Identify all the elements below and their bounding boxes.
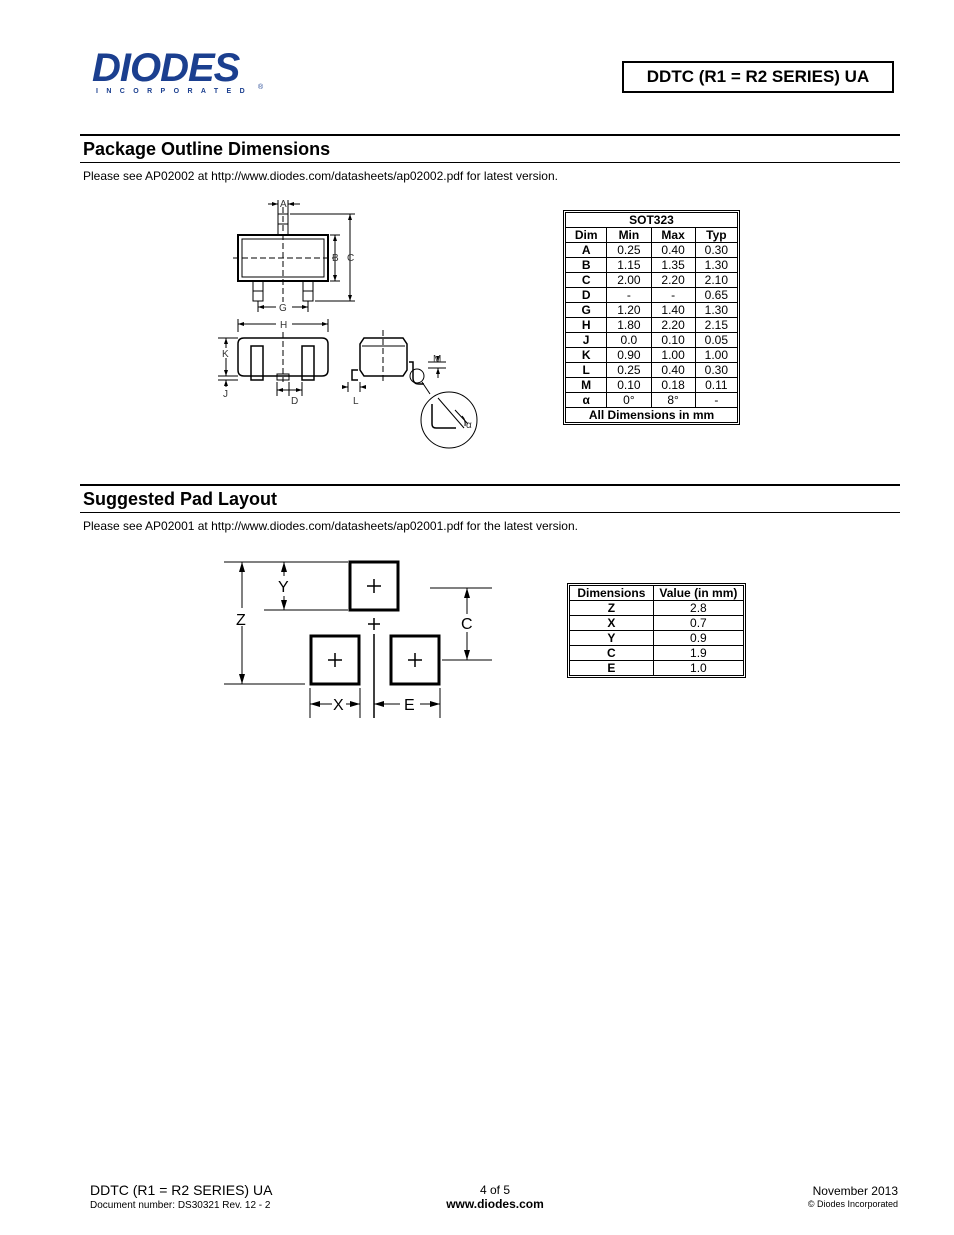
side-view-pin-right (302, 346, 314, 380)
sot323-row (566, 318, 738, 333)
sot323-value-cell: 0.90 (607, 348, 651, 363)
sot323-header: Dim (566, 228, 607, 243)
side-view-pin-left (251, 346, 263, 380)
footer-website[interactable]: www.diodes.com (446, 1197, 544, 1211)
sot323-value-cell: 1.00 (651, 348, 695, 363)
sot323-row (566, 243, 738, 258)
pad-header: Dimensions (570, 586, 654, 601)
sot323-value-cell: - (695, 393, 737, 408)
dim-label-C: C (347, 253, 355, 264)
sot323-value-cell: 0.65 (695, 288, 737, 303)
sot323-value-cell: 0.11 (695, 378, 737, 393)
sot323-value-cell: 1.35 (651, 258, 695, 273)
sot323-value-cell: 1.30 (695, 303, 737, 318)
pad-dim-cell: Y (570, 631, 654, 646)
pad-section-title: Suggested Pad Layout (83, 489, 278, 509)
sot323-value-cell: 1.80 (607, 318, 651, 333)
sot323-table (563, 210, 740, 425)
pad-dimensions-table (567, 583, 746, 678)
sot323-value-cell: 0.30 (695, 243, 737, 258)
dim-label-H: H (280, 320, 288, 331)
sot323-value-cell: 2.20 (651, 273, 695, 288)
part-title-box (622, 61, 894, 93)
sot323-header: Min (607, 228, 651, 243)
sot323-dim-cell: A (566, 243, 607, 258)
pad-label-X: X (333, 697, 344, 714)
sot323-value-cell: 2.20 (651, 318, 695, 333)
sot323-value-cell: 1.40 (651, 303, 695, 318)
dim-label-D: D (291, 396, 299, 407)
sot323-dim-cell: M (566, 378, 607, 393)
sot323-value-cell: 8° (651, 393, 695, 408)
sot323-row (566, 303, 738, 318)
dim-label-G: G (279, 303, 287, 314)
sot323-value-cell: 0.40 (651, 243, 695, 258)
sot323-dim-cell: D (566, 288, 607, 303)
sot323-value-cell: 0.10 (607, 378, 651, 393)
sot323-value-cell: 0.25 (607, 363, 651, 378)
sot323-dim-cell: G (566, 303, 607, 318)
dim-label-J: J (223, 389, 228, 400)
dim-label-A: A (280, 199, 287, 210)
pad-dim-cell: E (570, 661, 654, 676)
sot323-value-cell: - (607, 288, 651, 303)
pad-layout-drawing (220, 556, 500, 722)
sot323-value-cell: 0.40 (651, 363, 695, 378)
sot323-value-cell: 0.0 (607, 333, 651, 348)
pad-value-cell: 2.8 (653, 601, 743, 616)
pad-header-row (570, 586, 744, 601)
pad-row (570, 631, 744, 646)
dim-label-M: M (433, 354, 442, 365)
sot323-value-cell: 0.30 (695, 363, 737, 378)
pad-row (570, 646, 744, 661)
sot323-table-title: SOT323 (566, 213, 738, 228)
pad-value-cell: 1.9 (653, 646, 743, 661)
sot323-row (566, 348, 738, 363)
pad-dim-cell: X (570, 616, 654, 631)
sot323-header: Typ (695, 228, 737, 243)
sot323-row (566, 333, 738, 348)
sot323-dim-cell: H (566, 318, 607, 333)
pad-row (570, 616, 744, 631)
sot323-dim-cell: B (566, 258, 607, 273)
sot323-value-cell: 2.10 (695, 273, 737, 288)
dim-label-B: B (332, 253, 339, 264)
sot323-value-cell: 1.30 (695, 258, 737, 273)
sot323-value-cell: 2.15 (695, 318, 737, 333)
pad-note: Please see AP02001 at http://www.diodes.com/datasheets/ap02001.pdf for the latest version. (83, 519, 578, 533)
sot323-value-cell: 0° (607, 393, 651, 408)
pad-value-cell: 1.0 (653, 661, 743, 676)
pad-label-Z: Z (236, 612, 246, 629)
sot323-value-cell: 1.15 (607, 258, 651, 273)
pad-row (570, 661, 744, 676)
section-rule-top (80, 484, 900, 486)
pad-dim-cell: C (570, 646, 654, 661)
sot323-row (566, 258, 738, 273)
sot323-value-cell: 2.00 (607, 273, 651, 288)
sot323-value-cell: 0.25 (607, 243, 651, 258)
sot323-value-cell: 1.00 (695, 348, 737, 363)
package-note: Please see AP02002 at http://www.diodes.com/datasheets/ap02002.pdf for latest version. (83, 169, 558, 183)
sot323-row (566, 273, 738, 288)
company-logo: DIODES (92, 46, 240, 90)
pad-value-cell: 0.7 (653, 616, 743, 631)
dim-label-alpha: α (466, 420, 472, 431)
sot323-dim-cell: J (566, 333, 607, 348)
sot323-row (566, 393, 738, 408)
sot323-row (566, 378, 738, 393)
footer-doc-number: Document number: DS30321 Rev. 12 - 2 (90, 1200, 271, 1211)
sot323-value-cell: 1.20 (607, 303, 651, 318)
pad-dim-cell: Z (570, 601, 654, 616)
pad-label-C: C (461, 616, 473, 633)
package-outline-drawing (210, 192, 490, 454)
company-logo-subtext: INCORPORATED (96, 88, 254, 95)
registered-mark: ® (258, 84, 264, 91)
dim-label-K: K (222, 349, 229, 360)
dim-label-L: L (353, 396, 359, 407)
pad-row (570, 601, 744, 616)
section-rule-top (80, 134, 900, 136)
sot323-dim-cell: L (566, 363, 607, 378)
footer-part-title: DDTC (R1 = R2 SERIES) UA (90, 1182, 273, 1198)
part-title: DDTC (R1 = R2 SERIES) UA (646, 67, 870, 86)
footer-copyright: © Diodes Incorporated (807, 1199, 898, 1209)
section-rule-bottom (80, 512, 900, 513)
sot323-row (566, 363, 738, 378)
sot323-value-cell: 0.18 (651, 378, 695, 393)
section-rule-bottom (80, 162, 900, 163)
pad-label-Y: Y (278, 579, 289, 596)
sot323-row (566, 288, 738, 303)
footer-date: November 2013 (812, 1184, 898, 1198)
sot323-dim-cell: C (566, 273, 607, 288)
sot323-header-row (566, 228, 738, 243)
package-section-title: Package Outline Dimensions (83, 139, 331, 159)
sot323-dim-cell: K (566, 348, 607, 363)
sot323-table-footer: All Dimensions in mm (566, 408, 738, 423)
sot323-header: Max (651, 228, 695, 243)
sot323-value-cell: 0.10 (651, 333, 695, 348)
sot323-dim-cell: α (566, 393, 607, 408)
pad-value-cell: 0.9 (653, 631, 743, 646)
footer-page-number: 4 of 5 (479, 1183, 511, 1197)
sot323-value-cell: - (651, 288, 695, 303)
pad-header: Value (in mm) (653, 586, 743, 601)
pad-label-E: E (404, 697, 415, 714)
sot323-value-cell: 0.05 (695, 333, 737, 348)
